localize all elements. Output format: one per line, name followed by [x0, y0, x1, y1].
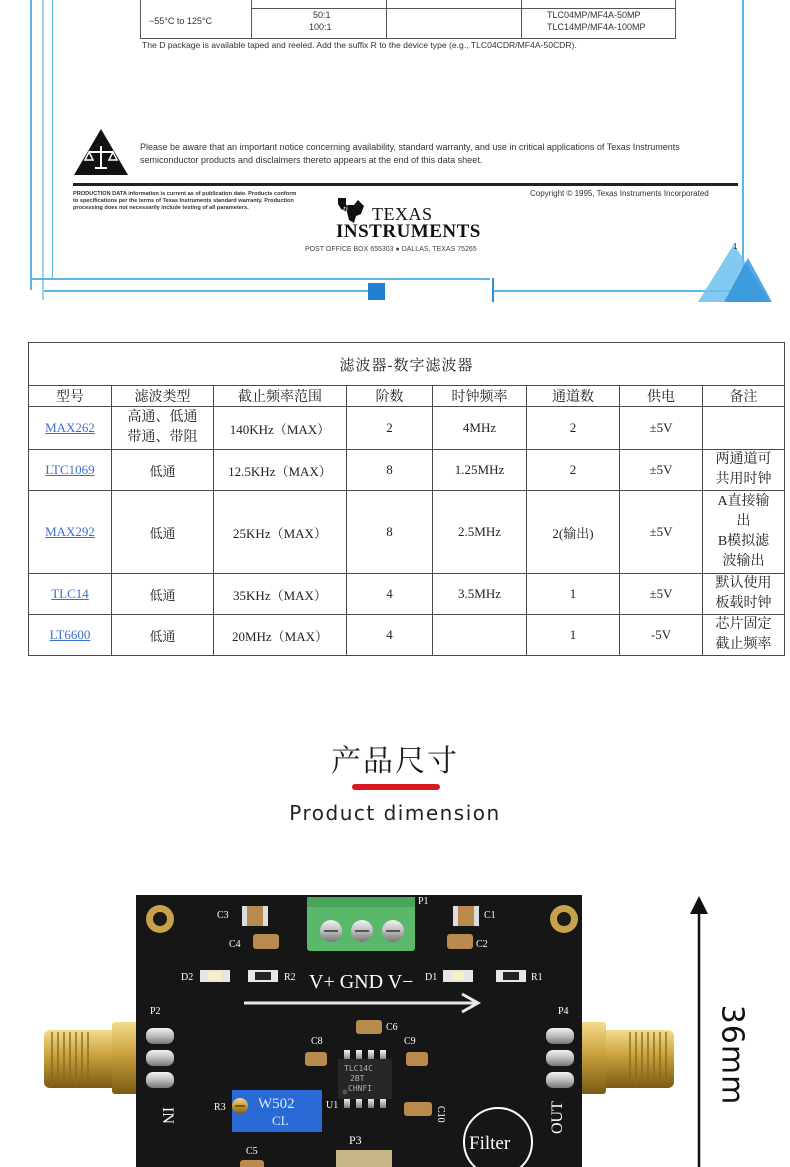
filter-type-cell: 低通 [112, 615, 214, 656]
table-row [29, 491, 785, 574]
chip-ref-u1: U1 [326, 1100, 339, 1111]
clock-cell: 4MHz [433, 407, 527, 450]
header-model: 型号 [29, 386, 112, 407]
label-c6: C6 [386, 1022, 398, 1033]
label-c1: C1 [484, 910, 496, 921]
model-link-max292[interactable]: MAX292 [45, 524, 95, 539]
cutoff-cell: 35KHz（MAX） [214, 574, 347, 615]
table-row [29, 615, 785, 656]
postal-address: POST OFFICE BOX 655303 ● DALLAS, TEXAS 75265 [305, 246, 477, 253]
chip-marking-2: 2BT [350, 1074, 365, 1083]
order-cell: 4 [347, 574, 433, 615]
cutoff-cell: 20MHz（MAX） [214, 615, 347, 656]
channels-cell: 2(输出) [527, 491, 620, 574]
out-label: OUT [549, 1101, 566, 1134]
connector-ref-p1: P1 [418, 896, 429, 907]
table-header-row [29, 386, 785, 407]
header-filter-type: 滤波类型 [112, 386, 214, 407]
model-link-tlc14[interactable]: TLC14 [51, 586, 89, 601]
label-c5: C5 [246, 1146, 258, 1157]
port-ref-p2: P2 [150, 1006, 161, 1017]
table-row [29, 450, 785, 491]
channels-cell: 1 [527, 615, 620, 656]
channels-cell: 2 [527, 407, 620, 450]
temp-range-cell: −55°C to 125°C [149, 16, 212, 26]
note-cell: A直接输 出 B模拟滤 波输出 [703, 491, 785, 574]
header-supply: 供电 [620, 386, 703, 407]
supply-cell: ±5V [620, 450, 703, 491]
model-link-lt6600[interactable]: LT6600 [49, 627, 91, 642]
clock-cell: 1.25MHz [433, 450, 527, 491]
chip-marking-1: TLC14C [344, 1064, 373, 1073]
chip-marking-3: CHNFI [348, 1084, 373, 1093]
table-row [29, 407, 785, 450]
clock-cell: 2.5MHz [433, 491, 527, 574]
notice-text: Please be aware that an important notice concerning availability, standard warranty, and use in critical applications of Texas Instruments semiconductor products and disclaimers thereto appears at the end of this data sheet. [140, 142, 680, 165]
frame-line-right [742, 0, 744, 270]
order-cell: 8 [347, 450, 433, 491]
supply-cell: ±5V [620, 574, 703, 615]
note-cell: 两通道可 共用时钟 [703, 450, 785, 491]
frame-line-left-inner [42, 0, 44, 300]
label-c10: C10 [435, 1106, 446, 1123]
datasheet-scan [0, 0, 790, 325]
part-cell-2: TLC14MP/MF4A-100MP [547, 22, 646, 32]
model-link-ltc1069[interactable]: LTC1069 [45, 462, 95, 477]
pin-header-in [146, 1028, 174, 1088]
page-number: 1 [733, 242, 738, 251]
label-r2: R2 [284, 972, 296, 983]
copyright-text: Copyright © 1995, Texas Instruments Incorporated [530, 189, 709, 198]
filter-type-cell: 低通 [112, 574, 214, 615]
order-cell: 4 [347, 615, 433, 656]
label-d2: D2 [181, 972, 194, 983]
cutoff-cell: 25KHz（MAX） [214, 491, 347, 574]
note-cell: 默认使用 板载时钟 [703, 574, 785, 615]
table-row [29, 574, 785, 615]
dimension-subtitle: Product dimension [289, 801, 501, 825]
header-note: 备注 [703, 386, 785, 407]
height-dimension-text: 36mm [714, 1004, 750, 1106]
height-dimension-arrow-icon [690, 896, 708, 1167]
production-data-text: PRODUCTION DATA information is current as of publication date. Products conform to specifications per the terms of Texas Instruments standard warranty. Production processing does not necessarily include testing of all parameters. [73, 191, 297, 211]
supply-cell: -5V [620, 615, 703, 656]
board-photo [0, 870, 790, 1167]
part-cell-1: TLC04MP/MF4A-50MP [547, 10, 641, 20]
filter-label: Filter [469, 1133, 511, 1154]
supply-cell: ±5V [620, 407, 703, 450]
title-accent-bar [352, 784, 440, 790]
cutoff-cell: 12.5KHz（MAX） [214, 450, 347, 491]
frame-line-bottom-2 [30, 278, 490, 280]
note-cell: 芯片固定 截止频率 [703, 615, 785, 656]
label-c4: C4 [229, 939, 241, 950]
pot-marking-2: CL [272, 1113, 289, 1128]
scales-warning-icon [73, 128, 129, 176]
frame-line-bottom [44, 290, 374, 292]
label-c2: C2 [476, 939, 488, 950]
pot-ref-r3: R3 [214, 1102, 226, 1113]
note-cell [703, 407, 785, 450]
clock-cell: 3.5MHz [433, 574, 527, 615]
height-dimension-label [712, 1000, 752, 1110]
cutoff-cell: 140KHz（MAX） [214, 407, 347, 450]
supply-cell: ±5V [620, 491, 703, 574]
in-label: IN [159, 1107, 176, 1124]
ti-name-line1: TEXAS [372, 204, 433, 224]
frame-corner-square [368, 283, 385, 300]
label-c3: C3 [217, 910, 229, 921]
header-cutoff: 截止频率范围 [214, 386, 347, 407]
label-r1: R1 [531, 972, 543, 983]
filter-type-cell: 低通 [112, 491, 214, 574]
notice-divider [73, 183, 738, 186]
ti-state-logo-icon [334, 196, 368, 224]
svg-text:ti: ti [343, 204, 349, 214]
order-cell: 8 [347, 491, 433, 574]
frame-line-marker [492, 278, 494, 302]
ratio-cell-2: 100:1 [309, 22, 332, 32]
temperature-table [140, 0, 676, 39]
channels-cell: 2 [527, 450, 620, 491]
table-title: 滤波器-数字滤波器 [29, 343, 785, 386]
header-order: 阶数 [347, 386, 433, 407]
order-cell: 2 [347, 407, 433, 450]
port-ref-p4: P4 [558, 1006, 569, 1017]
filter-type-cell: 低通 [112, 450, 214, 491]
label-c9: C9 [404, 1036, 416, 1047]
sma-connector-right [578, 1022, 674, 1094]
label-p3: P3 [349, 1133, 362, 1147]
channels-cell: 1 [527, 574, 620, 615]
package-note: The D package is available taped and reeled. Add the suffix R to the device type (e.g., TLC04CDR/MF4A-50CDR). [142, 40, 577, 50]
label-c8: C8 [311, 1036, 323, 1047]
jumper-p3 [336, 1150, 392, 1167]
frame-corner-triangle [698, 244, 772, 306]
model-link-max262[interactable]: MAX262 [45, 420, 95, 435]
ratio-cell-1: 50:1 [313, 10, 331, 20]
label-d1: D1 [425, 972, 438, 983]
sma-connector-left [44, 1022, 140, 1094]
ti-name-line2: INSTRUMENTS [336, 221, 481, 242]
frame-line-left-third [52, 0, 53, 278]
header-channels: 通道数 [527, 386, 620, 407]
filter-type-cell: 高通、低通 带通、带阻 [112, 407, 214, 450]
frame-line-left-outer [30, 0, 32, 290]
dimension-title: 产品尺寸 [331, 744, 459, 779]
clock-cell [433, 615, 527, 656]
terminal-label: V+ GND V− [309, 971, 414, 993]
header-clock: 时钟频率 [433, 386, 527, 407]
pin-header-out [546, 1028, 574, 1088]
terminal-block [307, 897, 415, 951]
pot-marking-1: W502 [258, 1096, 295, 1112]
filter-comparison-table [28, 342, 785, 656]
